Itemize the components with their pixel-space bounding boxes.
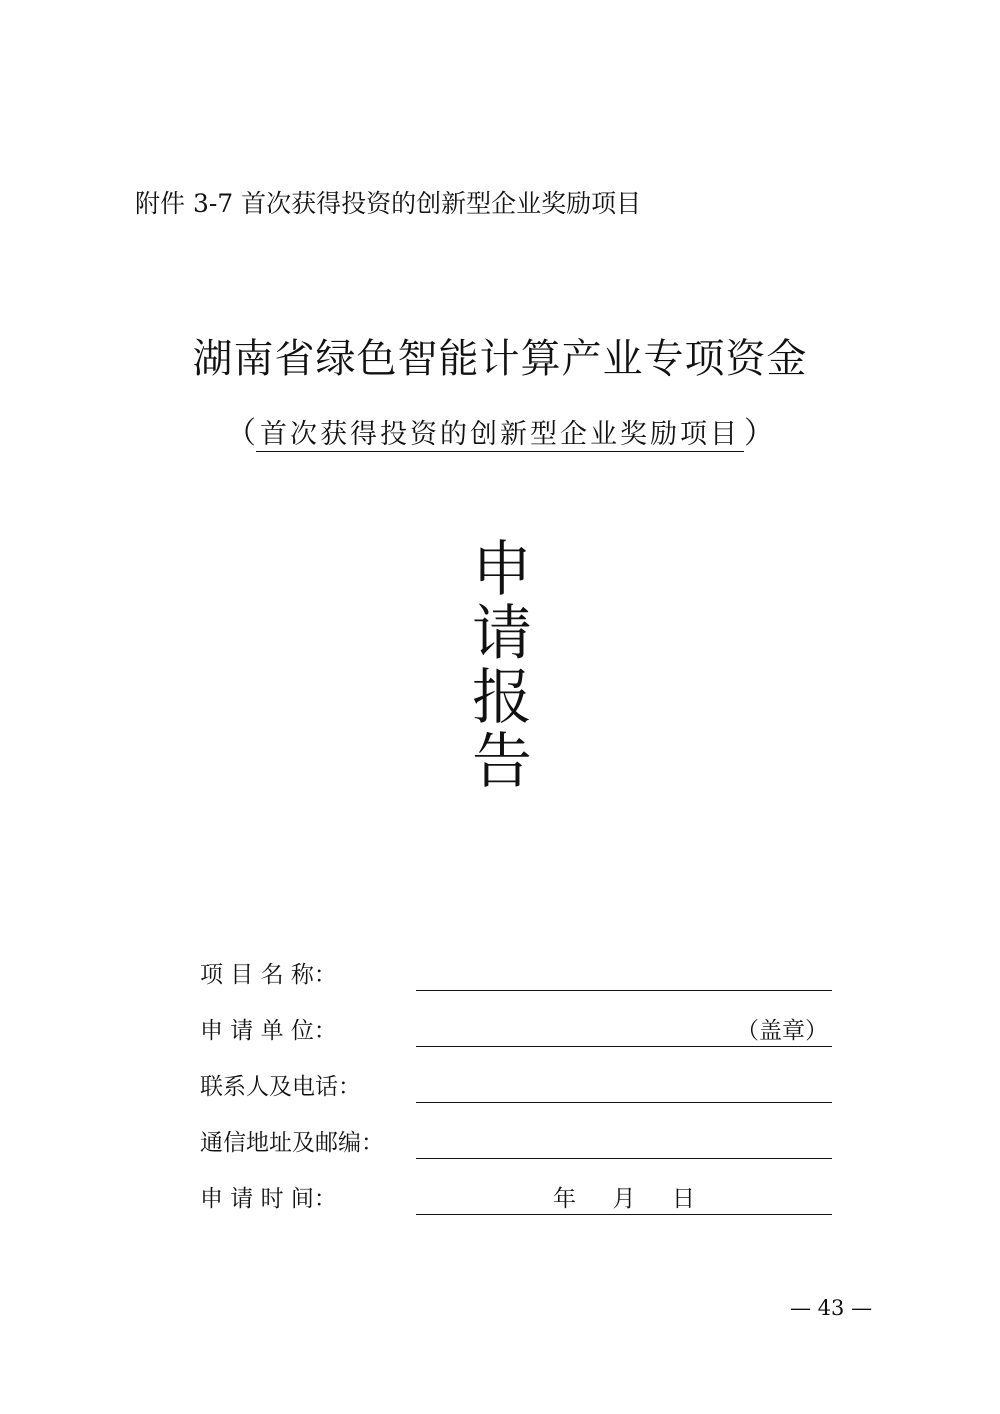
seal-note: （盖章） xyxy=(736,1018,828,1044)
document-title: 湖南省绿色智能计算产业专项资金 xyxy=(192,336,808,382)
contact-label: 联系人及电话： xyxy=(200,1074,361,1100)
report-title-char: 请 xyxy=(472,599,532,669)
form-row-contact xyxy=(200,1067,832,1123)
form-row-project-name xyxy=(200,955,832,1011)
report-title-vertical xyxy=(470,535,534,797)
project-name-underline xyxy=(416,990,832,991)
form-row-date xyxy=(200,1179,832,1235)
date-label: 申 请 时 间： xyxy=(200,1186,337,1212)
contact-underline xyxy=(416,1102,832,1103)
report-title-char: 申 xyxy=(472,535,532,605)
date-field[interactable]: 年 月 日 xyxy=(552,1186,696,1212)
document-subtitle xyxy=(0,414,1000,455)
applicant-underline xyxy=(416,1046,832,1047)
attachment-label: 附件 3-7 首次获得投资的创新型企业奖励项目 xyxy=(135,189,642,218)
address-underline xyxy=(416,1158,832,1159)
applicant-label: 申 请 单 位： xyxy=(200,1018,337,1044)
subtitle-open-paren: （ xyxy=(226,416,256,451)
report-title-char: 报 xyxy=(472,663,532,733)
address-label: 通信地址及邮编： xyxy=(200,1130,384,1156)
form-row-address xyxy=(200,1123,832,1179)
date-underline xyxy=(416,1214,832,1215)
subtitle-text: 首次获得投资的创新型企业奖励项目 xyxy=(256,419,744,452)
application-form xyxy=(200,955,832,1235)
report-title-char: 告 xyxy=(472,727,532,797)
page-number: — 43 — xyxy=(790,1296,873,1320)
form-row-applicant xyxy=(200,1011,832,1067)
project-name-label: 项 目 名 称： xyxy=(200,962,337,988)
subtitle-close-paren: ） xyxy=(744,416,774,451)
